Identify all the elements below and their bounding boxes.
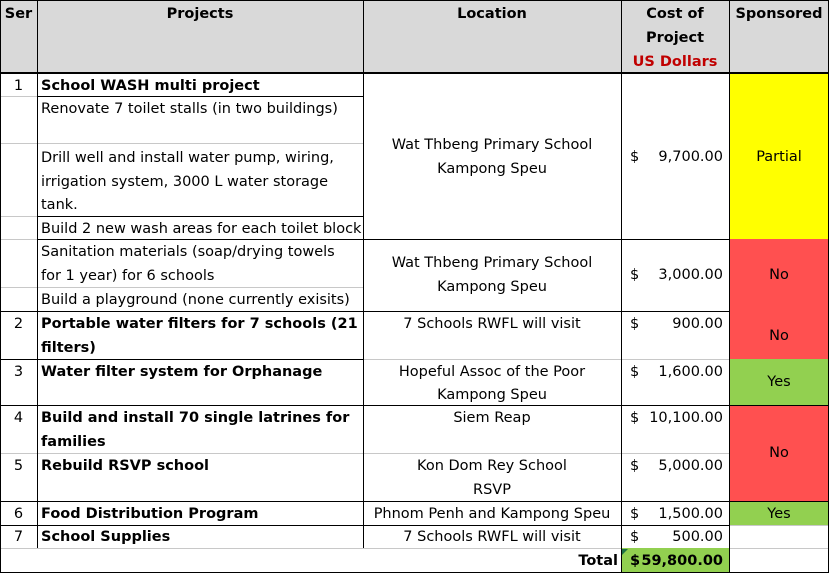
header-cost-line1: Cost of [646, 6, 704, 22]
row-7-ser: 7 [13, 529, 24, 545]
cost-amount: 900.00 [672, 316, 723, 332]
currency-symbol: $ [630, 149, 640, 165]
row-2-project-line2: filters) [41, 340, 96, 356]
row-1b-project-line2: irrigation system, 3000 L water storage [41, 174, 329, 190]
row-1b-project-line1: Drill well and install water pump, wiring, [41, 150, 334, 166]
currency-symbol: $ [630, 267, 640, 283]
row-1de-location-line2: Kampong Speu [437, 279, 547, 295]
row-6-project: Food Distribution Program [41, 506, 259, 522]
row-3-ser: 3 [13, 364, 24, 380]
row-6-ser: 6 [13, 506, 24, 522]
row-1-ser: 1 [13, 78, 24, 94]
total-cell-marker [622, 549, 628, 555]
row-1e-project: Build a playground (none currently exisits) [41, 292, 350, 308]
row-7-project: School Supplies [41, 529, 171, 545]
cost-amount: 1,500.00 [658, 506, 723, 522]
row-2-location: 7 Schools RWFL will visit [403, 316, 581, 332]
row-2-ser: 2 [13, 316, 24, 332]
row-1d-project-line2: for 1 year) for 6 schools [41, 268, 215, 284]
currency-symbol: $ [630, 364, 640, 380]
header-location: Location [457, 6, 527, 22]
row-1b-project-line3: tank. [41, 197, 78, 213]
row-5-project: Rebuild RSVP school [41, 458, 210, 474]
row-5-ser: 5 [13, 458, 24, 474]
cost-amount: 500.00 [672, 529, 723, 545]
row-1-sponsored: Partial [756, 149, 802, 165]
row-3-sponsored: Yes [767, 374, 791, 390]
row-1-location-line1: Wat Thbeng Primary School [391, 137, 593, 153]
row-3-location-line1: Hopeful Assoc of the Poor [398, 364, 586, 380]
currency-symbol: $ [630, 458, 640, 474]
row-1c-project: Build 2 new wash areas for each toilet block [41, 221, 362, 237]
cost-amount: 9,700.00 [658, 149, 723, 165]
row-1-project: School WASH multi project [41, 78, 260, 94]
row-2-project-line1: Portable water filters for 7 schools (21 [41, 316, 358, 332]
header-cost-line3: US Dollars [632, 54, 718, 70]
total-amount: 59,800.00 [641, 553, 723, 569]
cost-amount: 5,000.00 [658, 458, 723, 474]
row-4-ser: 4 [13, 410, 24, 426]
row-1a-project: Renovate 7 toilet stalls (in two buildings) [41, 101, 338, 117]
row-3-location-line2: Kampong Speu [437, 387, 547, 403]
row-4-location: Siem Reap [453, 410, 531, 426]
row-1de-location-line1: Wat Thbeng Primary School [391, 255, 593, 271]
currency-symbol: $ [630, 529, 640, 545]
currency-symbol: $ [630, 410, 640, 426]
row-5-location-line2: RSVP [473, 482, 511, 498]
currency-symbol: $ [630, 553, 641, 569]
cost-amount: 10,100.00 [649, 410, 723, 426]
row-4-project-line2: families [41, 434, 106, 450]
total-label: Total [578, 553, 618, 569]
currency-symbol: $ [630, 506, 640, 522]
header-projects: Projects [166, 6, 234, 22]
row-7-location: 7 Schools RWFL will visit [403, 529, 581, 545]
row-4-project-line1: Build and install 70 single latrines for [41, 410, 350, 426]
cost-amount: 1,600.00 [658, 364, 723, 380]
row-1-location-line2: Kampong Speu [437, 161, 547, 177]
row-2-sponsored: No [769, 328, 789, 344]
cost-amount: 3,000.00 [658, 267, 723, 283]
row-45-sponsored: No [769, 445, 789, 461]
row-3-project: Water filter system for Orphanage [41, 364, 323, 380]
row-1de-sponsored: No [769, 267, 789, 283]
header-cost-line2: Project [645, 30, 705, 46]
currency-symbol: $ [630, 316, 640, 332]
row-6-location: Phnom Penh and Kampong Speu [373, 506, 611, 522]
header-sponsored: Sponsored [735, 6, 823, 22]
row-1d-project-line1: Sanitation materials (soap/drying towels [41, 244, 335, 260]
header-ser: Ser [4, 6, 33, 22]
row-6-sponsored: Yes [767, 506, 791, 522]
row-5-location-line1: Kon Dom Rey School [417, 458, 567, 474]
